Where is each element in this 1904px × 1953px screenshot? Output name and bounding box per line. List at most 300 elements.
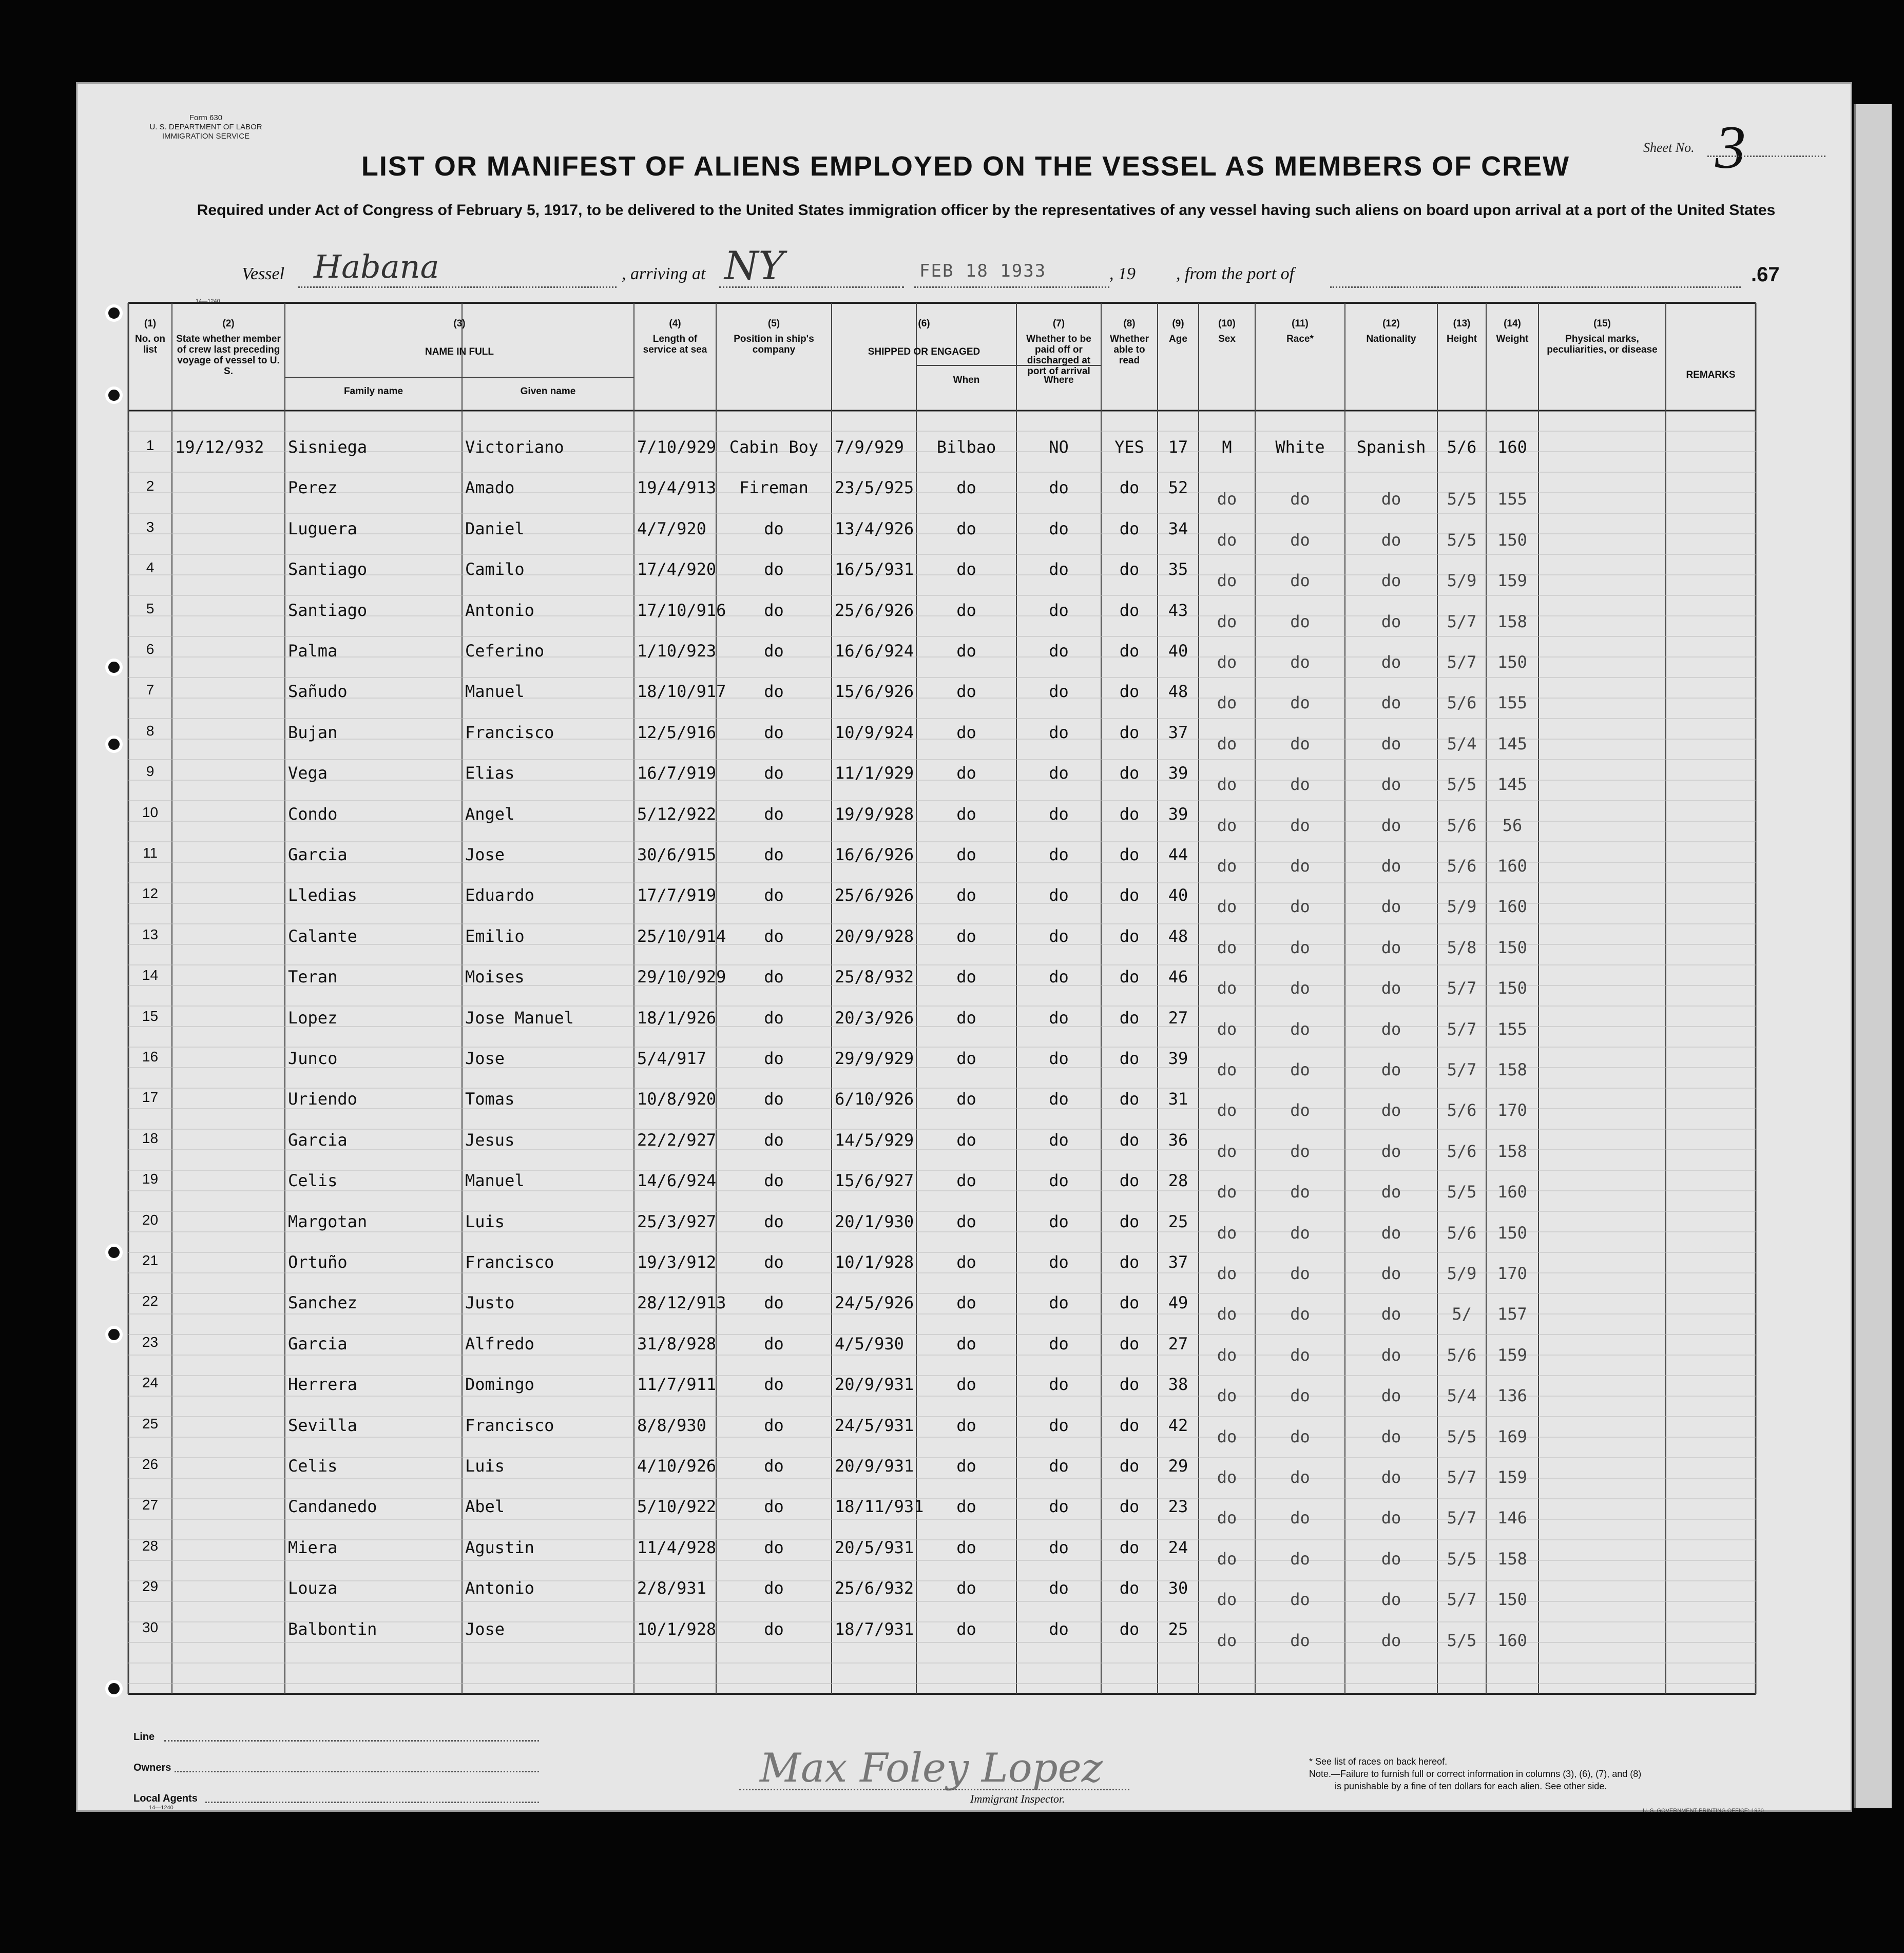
year-label: , 19: [1109, 264, 1136, 283]
cell-where: do: [956, 763, 976, 783]
cell-weight: 136: [1497, 1386, 1527, 1406]
cell-given: Victoriano: [465, 437, 564, 457]
cell-weight: 155: [1497, 1019, 1527, 1039]
cell-height: 5/6: [1447, 1345, 1477, 1365]
cell-nat: do: [1381, 1386, 1401, 1406]
cell-height: 5/6: [1447, 1141, 1477, 1161]
cell-given: Jose: [465, 1619, 505, 1639]
cell-given: Jose: [465, 845, 505, 864]
cell-read: do: [1119, 845, 1140, 864]
cell-when: 16/5/931: [835, 559, 914, 579]
date-stamp: FEB 18 1933: [919, 261, 1047, 281]
cell-paid: do: [1049, 1130, 1069, 1150]
cell-service: 28/12/913: [637, 1293, 726, 1313]
cell-paid: do: [1049, 518, 1069, 538]
cell-sex: do: [1217, 1590, 1237, 1610]
cell-paid: do: [1049, 1211, 1069, 1231]
cell-paid: do: [1049, 1171, 1069, 1191]
cell-where: do: [956, 1130, 976, 1150]
cell-race: White: [1275, 437, 1325, 457]
cell-where: do: [956, 1375, 976, 1395]
cell-sex: do: [1217, 1141, 1237, 1161]
cell-given: Antonio: [465, 600, 534, 620]
cell-read: do: [1119, 967, 1140, 987]
cell-nat: do: [1381, 1508, 1401, 1528]
cell-when: 25/6/932: [835, 1578, 914, 1598]
cell-sex: do: [1217, 693, 1237, 713]
cell-height: 5/7: [1447, 1060, 1477, 1079]
cell-given: Eduardo: [465, 885, 534, 905]
vessel-name: Habana: [314, 248, 439, 285]
cell-position: do: [764, 1537, 784, 1557]
cell-race: do: [1290, 1467, 1310, 1487]
cell-given: Angel: [465, 804, 515, 824]
cell-sex: do: [1217, 1467, 1237, 1487]
cell-where: do: [956, 1293, 976, 1313]
cell-read: do: [1119, 1497, 1140, 1517]
cell-nat: do: [1381, 733, 1401, 753]
cell-height: 5/5: [1447, 489, 1477, 509]
cell-nat: do: [1381, 1345, 1401, 1365]
owners-label: Owners: [133, 1762, 171, 1773]
cell-read: do: [1119, 763, 1140, 783]
cell-when: 4/5/930: [835, 1333, 904, 1353]
cell-prev: 19/12/932: [175, 437, 264, 457]
cell-when: 29/9/929: [835, 1049, 914, 1068]
cell-where: do: [956, 1008, 976, 1028]
cell-paid: do: [1049, 1375, 1069, 1395]
cell-nat: do: [1381, 1630, 1401, 1650]
cell-height: 5/8: [1447, 937, 1477, 957]
cell-given: Luis: [465, 1456, 505, 1476]
cell-height: 5/7: [1447, 1019, 1477, 1039]
cell-no: 12: [142, 885, 159, 902]
cell-race: do: [1290, 775, 1310, 795]
cell-sex: M: [1222, 437, 1232, 457]
cell-no: 25: [142, 1415, 159, 1432]
cell-family: Lledias: [288, 885, 357, 905]
cell-where: do: [956, 1537, 976, 1557]
cell-height: 5/5: [1447, 1549, 1477, 1569]
fine-note-cont: is punishable by a fine of ten dollars for each alien. See other side.: [1335, 1781, 1607, 1791]
cell-when: 20/3/926: [835, 1008, 914, 1028]
cell-height: 5/9: [1447, 897, 1477, 917]
cell-service: 25/10/914: [637, 926, 726, 946]
cell-read: do: [1119, 1008, 1140, 1028]
cell-paid: do: [1049, 1537, 1069, 1557]
cell-service: 17/7/919: [637, 885, 717, 905]
cell-sex: do: [1217, 1304, 1237, 1324]
cell-position: Fireman: [739, 478, 809, 498]
cell-position: do: [764, 845, 784, 864]
cell-read: do: [1119, 1333, 1140, 1353]
cell-where: do: [956, 722, 976, 742]
cell-age: 42: [1168, 1415, 1188, 1435]
column-number-c10: (10): [1218, 318, 1236, 329]
cell-position: do: [764, 885, 784, 905]
cell-no: 3: [146, 518, 155, 535]
cell-nat: do: [1381, 1467, 1401, 1487]
cell-paid: do: [1049, 641, 1069, 661]
cell-read: do: [1119, 1619, 1140, 1639]
cell-height: 5/6: [1447, 815, 1477, 835]
cell-family: Sevilla: [288, 1415, 357, 1435]
cell-family: Perez: [288, 478, 338, 498]
cell-weight: 155: [1497, 693, 1527, 713]
cell-age: 48: [1168, 682, 1188, 702]
cell-sex: do: [1217, 489, 1237, 509]
column-number-c15: (15): [1593, 318, 1611, 329]
cell-paid: do: [1049, 1293, 1069, 1313]
column-header-family-name: Family name: [343, 386, 403, 397]
cell-race: do: [1290, 1019, 1310, 1039]
cell-service: 29/10/929: [637, 967, 726, 987]
cell-sex: do: [1217, 815, 1237, 835]
cell-given: Jose Manuel: [465, 1008, 574, 1028]
cell-read: do: [1119, 1049, 1140, 1068]
cell-where: do: [956, 1211, 976, 1231]
cell-given: Abel: [465, 1497, 505, 1517]
cell-weight: 150: [1497, 937, 1527, 957]
cell-height: 5/5: [1447, 530, 1477, 550]
cell-age: 28: [1168, 1171, 1188, 1191]
cell-given: Domingo: [465, 1375, 534, 1395]
cell-service: 2/8/931: [637, 1578, 706, 1598]
cell-nat: do: [1381, 1549, 1401, 1569]
cell-position: do: [764, 804, 784, 824]
cell-age: 38: [1168, 1375, 1188, 1395]
cell-family: Garcia: [288, 1333, 348, 1353]
cell-when: 25/6/926: [835, 885, 914, 905]
cell-paid: do: [1049, 1456, 1069, 1476]
cell-height: 5/6: [1447, 1100, 1477, 1120]
cell-age: 49: [1168, 1293, 1188, 1313]
cell-sex: do: [1217, 530, 1237, 550]
column-number-c1: (1): [144, 318, 157, 329]
cell-position: do: [764, 600, 784, 620]
cell-when: 19/9/928: [835, 804, 914, 824]
cell-family: Margotan: [288, 1211, 368, 1231]
cell-nat: do: [1381, 652, 1401, 672]
column-number-c14: (14): [1504, 318, 1521, 329]
cell-sex: do: [1217, 652, 1237, 672]
cell-when: 24/5/926: [835, 1293, 914, 1313]
cell-race: do: [1290, 1141, 1310, 1161]
cell-where: do: [956, 845, 976, 864]
cell-race: do: [1290, 1590, 1310, 1610]
cell-nat: do: [1381, 775, 1401, 795]
cell-sex: do: [1217, 733, 1237, 753]
column-number-c4: (4): [669, 318, 681, 329]
cell-height: 5/7: [1447, 652, 1477, 672]
cell-given: Manuel: [465, 1171, 525, 1191]
cell-height: 5/5: [1447, 1182, 1477, 1202]
cell-family: Sanchez: [288, 1293, 357, 1313]
cell-family: Candanedo: [288, 1497, 377, 1517]
cell-weight: 145: [1497, 775, 1527, 795]
inspector-signature: Max Foley Lopez: [760, 1745, 1103, 1791]
cell-no: 16: [142, 1049, 159, 1065]
cell-no: 28: [142, 1537, 159, 1554]
cell-weight: 157: [1497, 1304, 1527, 1324]
cell-paid: do: [1049, 1333, 1069, 1353]
act-statement: Required under Act of Congress of February 5, 1917, to be delivered to the United States immigration officer by the representatives of any vessel having such aliens on board upon arrival at a port of the United States: [197, 202, 1776, 219]
cell-sex: do: [1217, 1019, 1237, 1039]
cell-read: do: [1119, 1415, 1140, 1435]
cell-nat: do: [1381, 1426, 1401, 1446]
cell-sex: do: [1217, 937, 1237, 957]
cell-service: 7/10/929: [637, 437, 717, 457]
cell-paid: do: [1049, 885, 1069, 905]
cell-family: Balbontin: [288, 1619, 377, 1639]
local-agents-label: Local Agents: [133, 1793, 198, 1804]
cell-paid: do: [1049, 478, 1069, 498]
cell-when: 24/5/931: [835, 1415, 914, 1435]
cell-position: do: [764, 1130, 784, 1150]
cell-family: Herrera: [288, 1375, 357, 1395]
cell-read: do: [1119, 559, 1140, 579]
cell-read: do: [1119, 1537, 1140, 1557]
cell-sex: do: [1217, 1100, 1237, 1120]
cell-sex: do: [1217, 1630, 1237, 1650]
cell-paid: do: [1049, 1008, 1069, 1028]
cell-race: do: [1290, 1060, 1310, 1079]
cell-sex: do: [1217, 1060, 1237, 1079]
cell-paid: do: [1049, 926, 1069, 946]
cell-age: 27: [1168, 1008, 1188, 1028]
cell-race: do: [1290, 815, 1310, 835]
cell-race: do: [1290, 530, 1310, 550]
footer-form-code: 14—1240: [149, 1805, 174, 1811]
column-number-c3: (3): [453, 318, 466, 329]
cell-where: do: [956, 478, 976, 498]
cell-paid: do: [1049, 559, 1069, 579]
cell-position: do: [764, 1211, 784, 1231]
cell-nat: do: [1381, 530, 1401, 550]
cell-read: do: [1119, 1211, 1140, 1231]
from-port-label: , from the port of: [1176, 264, 1295, 283]
cell-race: do: [1290, 652, 1310, 672]
cell-read: do: [1119, 926, 1140, 946]
cell-read: do: [1119, 682, 1140, 702]
cell-where: do: [956, 600, 976, 620]
cell-position: do: [764, 1619, 784, 1639]
cell-when: 18/7/931: [835, 1619, 914, 1639]
cell-read: do: [1119, 1375, 1140, 1395]
cell-where: do: [956, 1456, 976, 1476]
cell-service: 11/4/928: [637, 1537, 717, 1557]
cell-no: 17: [142, 1089, 159, 1106]
form-service: IMMIGRATION SERVICE: [162, 132, 250, 141]
cell-given: Alfredo: [465, 1333, 534, 1353]
cell-sex: do: [1217, 978, 1237, 998]
cell-when: 16/6/924: [835, 641, 914, 661]
cell-nat: do: [1381, 1141, 1401, 1161]
cell-age: 29: [1168, 1456, 1188, 1476]
cell-height: 5/7: [1447, 1508, 1477, 1528]
cell-no: 11: [142, 845, 158, 861]
cell-height: 5/5: [1447, 775, 1477, 795]
cell-position: do: [764, 1293, 784, 1313]
cell-family: Miera: [288, 1537, 338, 1557]
cell-where: do: [956, 967, 976, 987]
cell-no: 6: [146, 641, 155, 657]
cell-service: 4/7/920: [637, 518, 706, 538]
cell-weight: 159: [1497, 571, 1527, 591]
cell-age: 37: [1168, 1252, 1188, 1272]
cell-given: Jesus: [465, 1130, 515, 1150]
column-header-c11: Race*: [1286, 334, 1314, 344]
cell-position: do: [764, 1333, 784, 1353]
cell-where: do: [956, 518, 976, 538]
cell-paid: do: [1049, 1252, 1069, 1272]
cell-age: 48: [1168, 926, 1188, 946]
cell-where: do: [956, 682, 976, 702]
cell-nat: do: [1381, 856, 1401, 876]
cell-age: 46: [1168, 967, 1188, 987]
cell-weight: 145: [1497, 733, 1527, 753]
cell-position: do: [764, 641, 784, 661]
cell-family: Luguera: [288, 518, 357, 538]
cell-read: do: [1119, 1578, 1140, 1598]
cell-no: 13: [142, 926, 159, 942]
cell-paid: do: [1049, 1049, 1069, 1068]
cell-sex: do: [1217, 856, 1237, 876]
cell-paid: do: [1049, 1578, 1069, 1598]
cell-age: 39: [1168, 763, 1188, 783]
column-header-c12: Nationality: [1366, 334, 1416, 344]
cell-where: do: [956, 1415, 976, 1435]
cell-given: Amado: [465, 478, 515, 498]
cell-race: do: [1290, 1630, 1310, 1650]
cell-age: 37: [1168, 722, 1188, 742]
cell-when: 10/9/924: [835, 722, 914, 742]
cell-read: do: [1119, 1252, 1140, 1272]
cell-age: 52: [1168, 478, 1188, 498]
cell-weight: 150: [1497, 978, 1527, 998]
cell-no: 22: [142, 1293, 159, 1309]
arriving-port: NY: [724, 243, 784, 288]
cell-family: Sisniega: [288, 437, 368, 457]
cell-service: 19/4/913: [637, 478, 717, 498]
cell-nat: do: [1381, 1590, 1401, 1610]
cell-nat: do: [1381, 1223, 1401, 1243]
cell-given: Moises: [465, 967, 525, 987]
cell-paid: do: [1049, 967, 1069, 987]
cell-when: 10/1/928: [835, 1252, 914, 1272]
cell-read: do: [1119, 1130, 1140, 1150]
race-note: * See list of races on back hereof.: [1309, 1756, 1448, 1767]
cell-nat: do: [1381, 571, 1401, 591]
cell-height: 5/6: [1447, 693, 1477, 713]
cell-weight: 170: [1497, 1100, 1527, 1120]
cell-age: 24: [1168, 1537, 1188, 1557]
cell-service: 31/8/928: [637, 1333, 717, 1353]
line-label: Line: [133, 1731, 155, 1743]
column-header-c9: Age: [1169, 334, 1187, 344]
cell-position: do: [764, 1171, 784, 1191]
cell-race: do: [1290, 1182, 1310, 1202]
owners-field: [175, 1771, 539, 1772]
cell-family: Garcia: [288, 1130, 348, 1150]
cell-position: do: [764, 763, 784, 783]
cell-weight: 155: [1497, 489, 1527, 509]
cell-nat: Spanish: [1356, 437, 1426, 457]
column-header-c5: Position in ship's company: [734, 334, 814, 355]
cell-read: do: [1119, 1456, 1140, 1476]
cell-nat: do: [1381, 489, 1401, 509]
manifest-number: .67: [1751, 263, 1780, 286]
cell-nat: do: [1381, 693, 1401, 713]
cell-when: 15/6/926: [835, 682, 914, 702]
cell-height: 5/7: [1447, 978, 1477, 998]
cell-height: 5/9: [1447, 1264, 1477, 1283]
cell-no: 9: [146, 763, 155, 780]
cell-paid: do: [1049, 1415, 1069, 1435]
cell-when: 25/6/926: [835, 600, 914, 620]
cell-family: Ortuño: [288, 1252, 348, 1272]
column-number-c5: (5): [767, 318, 780, 329]
cell-height: 5/5: [1447, 1630, 1477, 1650]
cell-weight: 158: [1497, 1060, 1527, 1079]
cell-paid: do: [1049, 600, 1069, 620]
cell-no: 4: [146, 559, 155, 576]
column-header-given-name: Given name: [520, 386, 576, 397]
cell-family: Junco: [288, 1049, 338, 1068]
column-number-c8: (8): [1123, 318, 1136, 329]
cell-family: Santiago: [288, 559, 368, 579]
cell-family: Sañudo: [288, 682, 348, 702]
cell-service: 17/4/920: [637, 559, 717, 579]
cell-sex: do: [1217, 611, 1237, 631]
cell-when: 20/5/931: [835, 1537, 914, 1557]
cell-no: 24: [142, 1375, 159, 1391]
cell-when: 23/5/925: [835, 478, 914, 498]
cell-weight: 170: [1497, 1264, 1527, 1283]
cell-weight: 158: [1497, 611, 1527, 631]
cell-race: do: [1290, 937, 1310, 957]
cell-service: 8/8/930: [637, 1415, 706, 1435]
cell-when: 7/9/929: [835, 437, 904, 457]
cell-read: do: [1119, 1089, 1140, 1109]
cell-when: 6/10/926: [835, 1089, 914, 1109]
cell-given: Tomas: [465, 1089, 515, 1109]
cell-age: 43: [1168, 600, 1188, 620]
cell-service: 18/10/917: [637, 682, 726, 702]
cell-no: 21: [142, 1252, 159, 1268]
cell-weight: 150: [1497, 652, 1527, 672]
cell-when: 20/1/930: [835, 1211, 914, 1231]
cell-no: 27: [142, 1497, 159, 1513]
cell-paid: do: [1049, 1089, 1069, 1109]
cell-service: 19/3/912: [637, 1252, 717, 1272]
column-header-c4: Length of service at sea: [643, 334, 707, 355]
cell-sex: do: [1217, 1182, 1237, 1202]
column-header-c14: Weight: [1496, 334, 1529, 344]
cell-nat: do: [1381, 1264, 1401, 1283]
cell-given: Emilio: [465, 926, 525, 946]
cell-family: Uriendo: [288, 1089, 357, 1109]
cell-paid: do: [1049, 722, 1069, 742]
cell-where: do: [956, 1089, 976, 1109]
cell-race: do: [1290, 693, 1310, 713]
printing-office: U. S. GOVERNMENT PRINTING OFFICE: 1930: [1643, 1808, 1764, 1814]
column-header-c1: No. on list: [134, 334, 166, 355]
cell-family: Vega: [288, 763, 328, 783]
cell-nat: do: [1381, 815, 1401, 835]
cell-no: 14: [142, 967, 159, 983]
cell-age: 35: [1168, 559, 1188, 579]
